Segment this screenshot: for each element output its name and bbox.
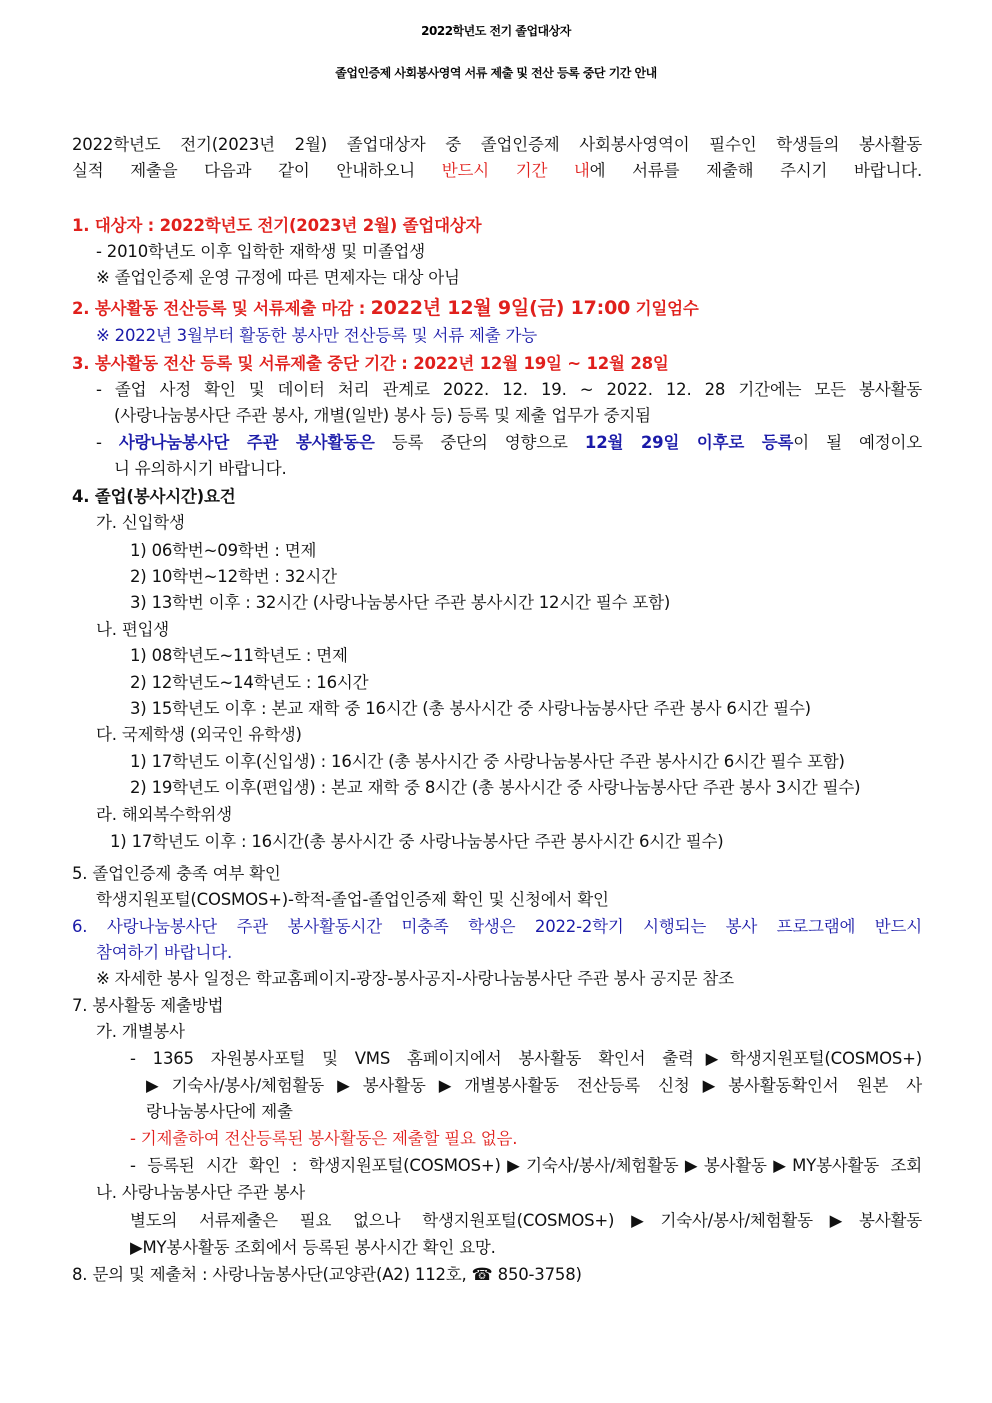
section-4-da: 다. 국제학생 (외국인 유학생): [96, 725, 302, 744]
section-7-heading: 7. 봉사활동 제출방법: [72, 996, 224, 1015]
section-2-heading: [72, 297, 699, 320]
section-4-ga-2: 2) 10학번~12학번 : 32시간: [130, 567, 337, 586]
section-1-item: - 2010학년도 이후 입학한 재학생 및 미졸업생: [96, 242, 426, 261]
section-5-heading: 5. 졸업인증제 충족 여부 확인: [72, 864, 281, 883]
section-7-ga-2: - 기제출하여 전산등록된 봉사활동은 제출할 필요 없음.: [130, 1129, 518, 1148]
section-5-body: 학생지원포털(COSMOS+)-학적-졸업-졸업인증제 확인 및 신청에서 확인: [96, 890, 609, 909]
section-6-line-2: 참여하기 바랍니다.: [96, 943, 233, 962]
section-3-item-2-line-1: [96, 432, 922, 454]
section-4-ra: 라. 해외복수학위생: [96, 805, 233, 824]
section-4-ga-3: 3) 13학번 이후 : 32시간 (사랑나눔봉사단 주관 봉사시간 12시간 필수 포함): [130, 593, 671, 612]
section-4-na-3: 3) 15학년도 이후 : 본교 재학 중 16시간 (총 봉사시간 중 사랑나눔봉사단 주관 봉사 6시간 필수): [130, 699, 811, 718]
page-subtitle: 졸업인증제 사회봉사영역 서류 제출 및 전산 등록 중단 기간 안내: [335, 66, 657, 80]
section-7-ga-1-line-1: - 1365 자원봉사포털 및 VMS 홈페이지에서 봉사활동 확인서 출력▶학생지원포털(COSMOS+): [130, 1049, 922, 1068]
section-8-contact: [72, 1264, 582, 1286]
intro-line-1: 2022학년도 전기(2023년 2월) 졸업대상자 중 졸업인증제 사회봉사영역이 필수인 학생들의 봉사활동: [72, 135, 922, 154]
section-7-ga: 가. 개별봉사: [96, 1022, 185, 1041]
emphasis-date: 12월 29일 이후로 등록: [584, 433, 794, 452]
section-4-ga: 가. 신입학생: [96, 513, 185, 532]
section-4-ga-1: 1) 06학번~09학번 : 면제: [130, 541, 317, 560]
section-3-heading: 3. 봉사활동 전산 등록 및 서류제출 중단 기간 : 2022년 12월 19일 ~ 12월 28일: [72, 354, 669, 373]
deadline-strict: 기일엄수: [630, 299, 699, 318]
section-4-na: 나. 편입생: [96, 620, 170, 639]
section-4-na-2: 2) 12학년도~14학년도 : 16시간: [130, 673, 369, 692]
section-1-heading: 1. 대상자 : 2022학년도 전기(2023년 2월) 졸업대상자: [72, 216, 482, 235]
section-7-ga-1-line-3: 랑나눔봉사단에 제출: [146, 1102, 293, 1121]
section-4-da-2: 2) 19학년도 이후(편입생) : 본교 재학 중 8시간 (총 봉사시간 중 사랑나눔봉사단 주관 봉사 3시간 필수): [130, 778, 861, 797]
section-3-item-1-line-1: - 졸업 사정 확인 및 데이터 처리 관계로 2022. 12. 19. ~ 2022. 12. 28 기간에는 모든 봉사활동: [96, 380, 922, 399]
section-7-na-line-1: 별도의 서류제출은 필요 없으나 학생지원포털(COSMOS+)▶기숙사/봉사/체험활동▶봉사활동: [130, 1211, 922, 1230]
section-2-label: 2. 봉사활동 전산등록 및 서류제출 마감 :: [72, 299, 371, 318]
phone-icon: ☎: [471, 1265, 493, 1285]
section-4-heading: 4. 졸업(봉사시간)요건: [72, 487, 236, 506]
deadline-emphasis: 반드시 기간 내: [441, 161, 590, 180]
intro-text-end: 에 서류를 제출해 주시기 바랍니다.: [589, 161, 922, 180]
section-2-note: ※ 2022년 3월부터 활동한 봉사만 전산등록 및 서류 제출 가능: [96, 326, 538, 345]
page-title: 2022학년도 전기 졸업대상자: [421, 24, 571, 38]
section-3-text-end: 이 될 예정이오: [793, 433, 922, 452]
section-4-na-1: 1) 08학년도~11학년도 : 면제: [130, 646, 348, 665]
intro-text: 실적 제출을 다음과 같이 안내하오니: [72, 161, 442, 180]
deadline-date: 2022년 12월 9일(금) 17:00: [370, 297, 631, 319]
section-7-na: 나. 사랑나눔봉사단 주관 봉사: [96, 1183, 306, 1202]
emphasis-program: 사랑나눔봉사단 주관 봉사활동은: [118, 433, 375, 452]
section-4-ra-1: 1) 17학년도 이후 : 16시간(총 봉사시간 중 사랑나눔봉사단 주관 봉사시간 6시간 필수): [110, 832, 724, 851]
intro-line-2: [72, 160, 922, 182]
section-3-text: 등록 중단의 영향으로: [374, 433, 585, 452]
section-7-ga-1-line-2: ▶기숙사/봉사/체험활동▶봉사활동▶개별봉사활동 전산등록 신청▶봉사활동확인서 원본 사: [146, 1076, 922, 1095]
section-4-da-1: 1) 17학년도 이후(신입생) : 16시간 (총 봉사시간 중 사랑나눔봉사단 주관 봉사시간 6시간 필수 포함): [130, 752, 845, 771]
contact-text: 8. 문의 및 제출처 : 사랑나눔봉사단(교양관(A2) 112호,: [72, 1265, 472, 1284]
section-3-item-1-line-2: (사랑나눔봉사단 주관 봉사, 개별(일반) 봉사 등) 등록 및 제출 업무가 중지됨: [114, 406, 651, 425]
section-6-line-1: 6. 사랑나눔봉사단 주관 봉사활동시간 미충족 학생은 2022-2학기 시행되는 봉사 프로그램에 반드시: [72, 917, 922, 936]
section-6-note: ※ 자세한 봉사 일정은 학교홈페이지-광장-봉사공지-사랑나눔봉사단 주관 봉사 공지문 참조: [96, 969, 734, 988]
section-3-item-2-line-2: 니 유의하시기 바랍니다.: [114, 459, 287, 478]
section-7-ga-3: - 등록된 시간 확인 : 학생지원포털(COSMOS+)▶기숙사/봉사/체험활동▶봉사활동▶MY봉사활동 조회: [130, 1156, 922, 1175]
section-1-note: ※ 졸업인증제 운영 규정에 따른 면제자는 대상 아님: [96, 268, 460, 287]
dash: -: [96, 433, 119, 452]
contact-phone: 850-3758): [492, 1265, 582, 1284]
section-7-na-line-2: ▶MY봉사활동 조회에서 등록된 봉사시간 확인 요망.: [130, 1238, 496, 1257]
